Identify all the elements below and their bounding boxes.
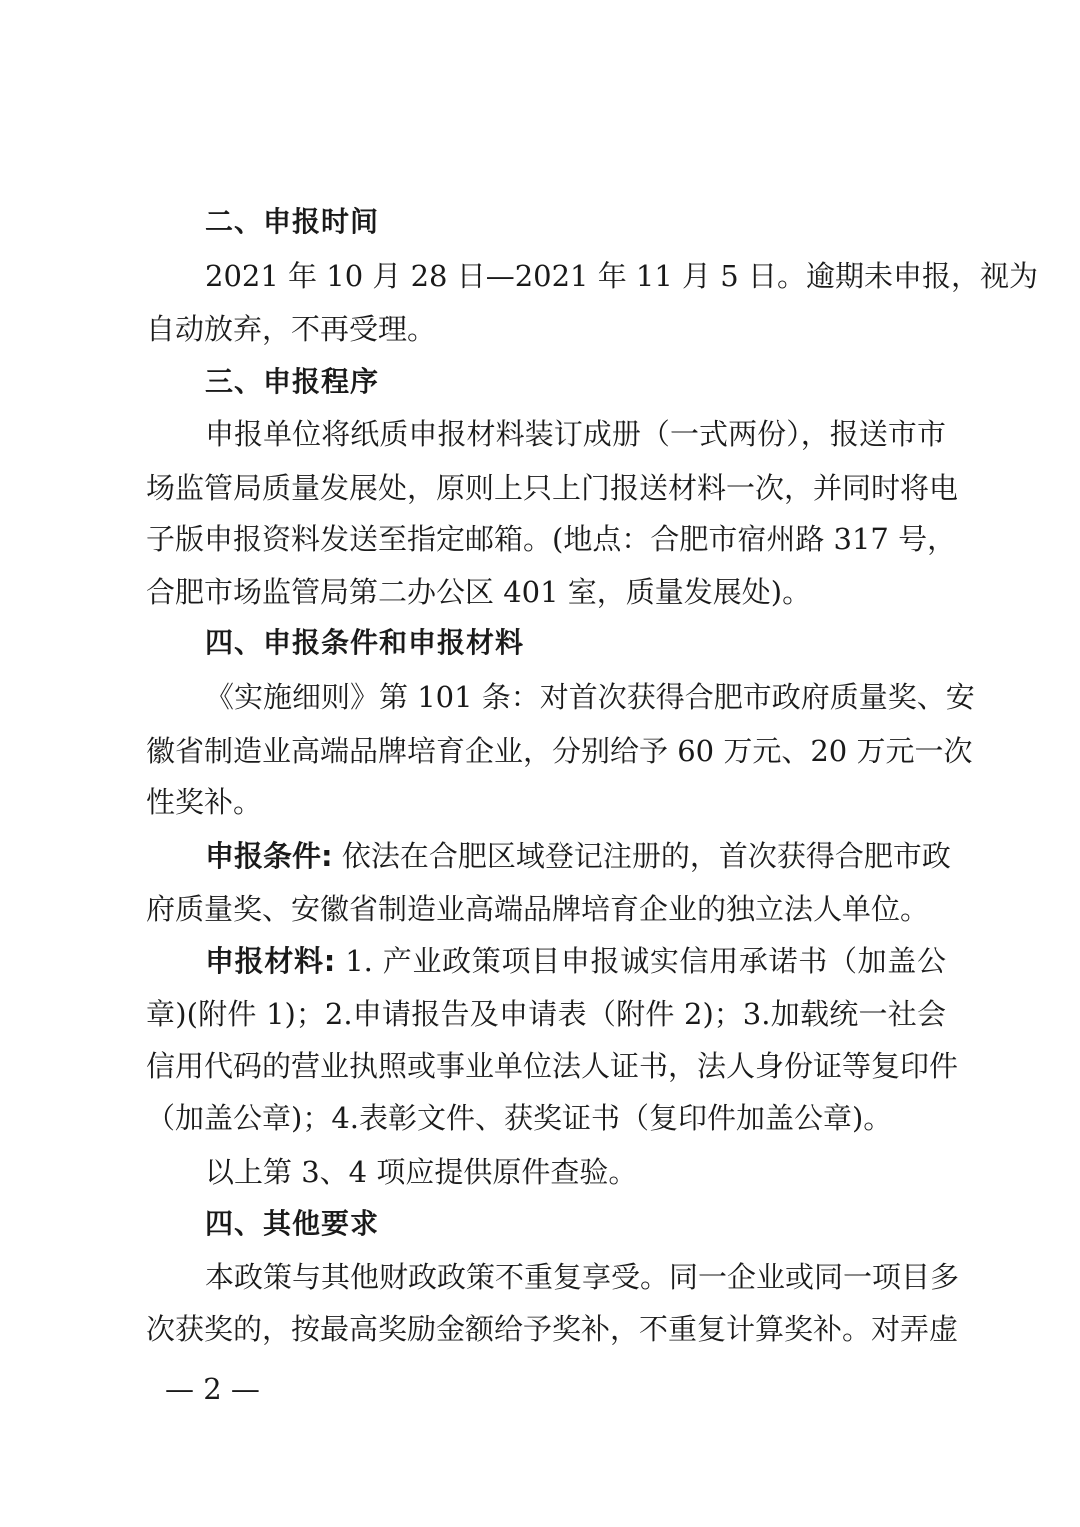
section-heading-conditions-and-materials: 四、申报条件和申报材料 — [205, 626, 525, 659]
conditions-label: 申报条件: — [205, 839, 333, 873]
materials-label: 申报材料: — [205, 944, 336, 978]
section-heading-application-procedure: 三、申报程序 — [205, 365, 380, 398]
section-heading-application-time: 二、申报时间 — [205, 205, 380, 238]
materials-paragraph-line — [205, 941, 946, 981]
page-number: — 2 — — [165, 1372, 260, 1406]
conditions-paragraph-line — [205, 836, 951, 876]
section-heading-other-requirements: 四、其他要求 — [205, 1207, 380, 1240]
paragraph-line: 次获奖的，按最高奖励金额给予奖补，不重复计算奖补。对弄虚 — [146, 1312, 959, 1346]
paragraph-line: 合肥市场监管局第二办公区 401 室，质量发展处)。 — [146, 575, 812, 609]
conditions-text: 依法在合肥区域登记注册的，首次获得合肥市政 — [332, 839, 951, 873]
paragraph-line: 章)(附件 1)；2.申请报告及申请表（附件 2)；3.加载统一社会 — [146, 997, 946, 1031]
paragraph-line: 以上第 3、4 项应提供原件查验。 — [205, 1155, 638, 1189]
paragraph-line: （加盖公章)；4.表彰文件、获奖证书（复印件加盖公章)。 — [146, 1101, 893, 1135]
paragraph-line: 自动放弃，不再受理。 — [146, 312, 437, 346]
paragraph-line: 徽省制造业高端品牌培育企业，分别给予 60 万元、20 万元一次 — [146, 734, 973, 768]
paragraph-line: 《实施细则》第 101 条：对首次获得合肥市政府质量奖、安 — [205, 680, 975, 714]
paragraph-line: 府质量奖、安徽省制造业高端品牌培育企业的独立法人单位。 — [146, 892, 930, 926]
materials-text: 1. 产业政策项目申报诚实信用承诺书（加盖公 — [335, 944, 946, 978]
paragraph-line: 场监管局质量发展处，原则上只上门报送材料一次，并同时将电 — [146, 471, 959, 505]
paragraph-line: 性奖补。 — [146, 785, 263, 819]
paragraph-line: 本政策与其他财政政策不重复享受。同一企业或同一项目多 — [205, 1260, 960, 1294]
paragraph-line: 子版申报资料发送至指定邮箱。(地点：合肥市宿州路 317 号， — [146, 522, 957, 556]
paragraph-line: 信用代码的营业执照或事业单位法人证书，法人身份证等复印件 — [146, 1049, 959, 1083]
paragraph-line: 申报单位将纸质申报材料装订成册（一式两份），报送市市 — [205, 417, 946, 451]
paragraph-line: 2021 年 10 月 28 日—2021 年 11 月 5 日。逾期未申报，视为 — [205, 259, 1038, 293]
